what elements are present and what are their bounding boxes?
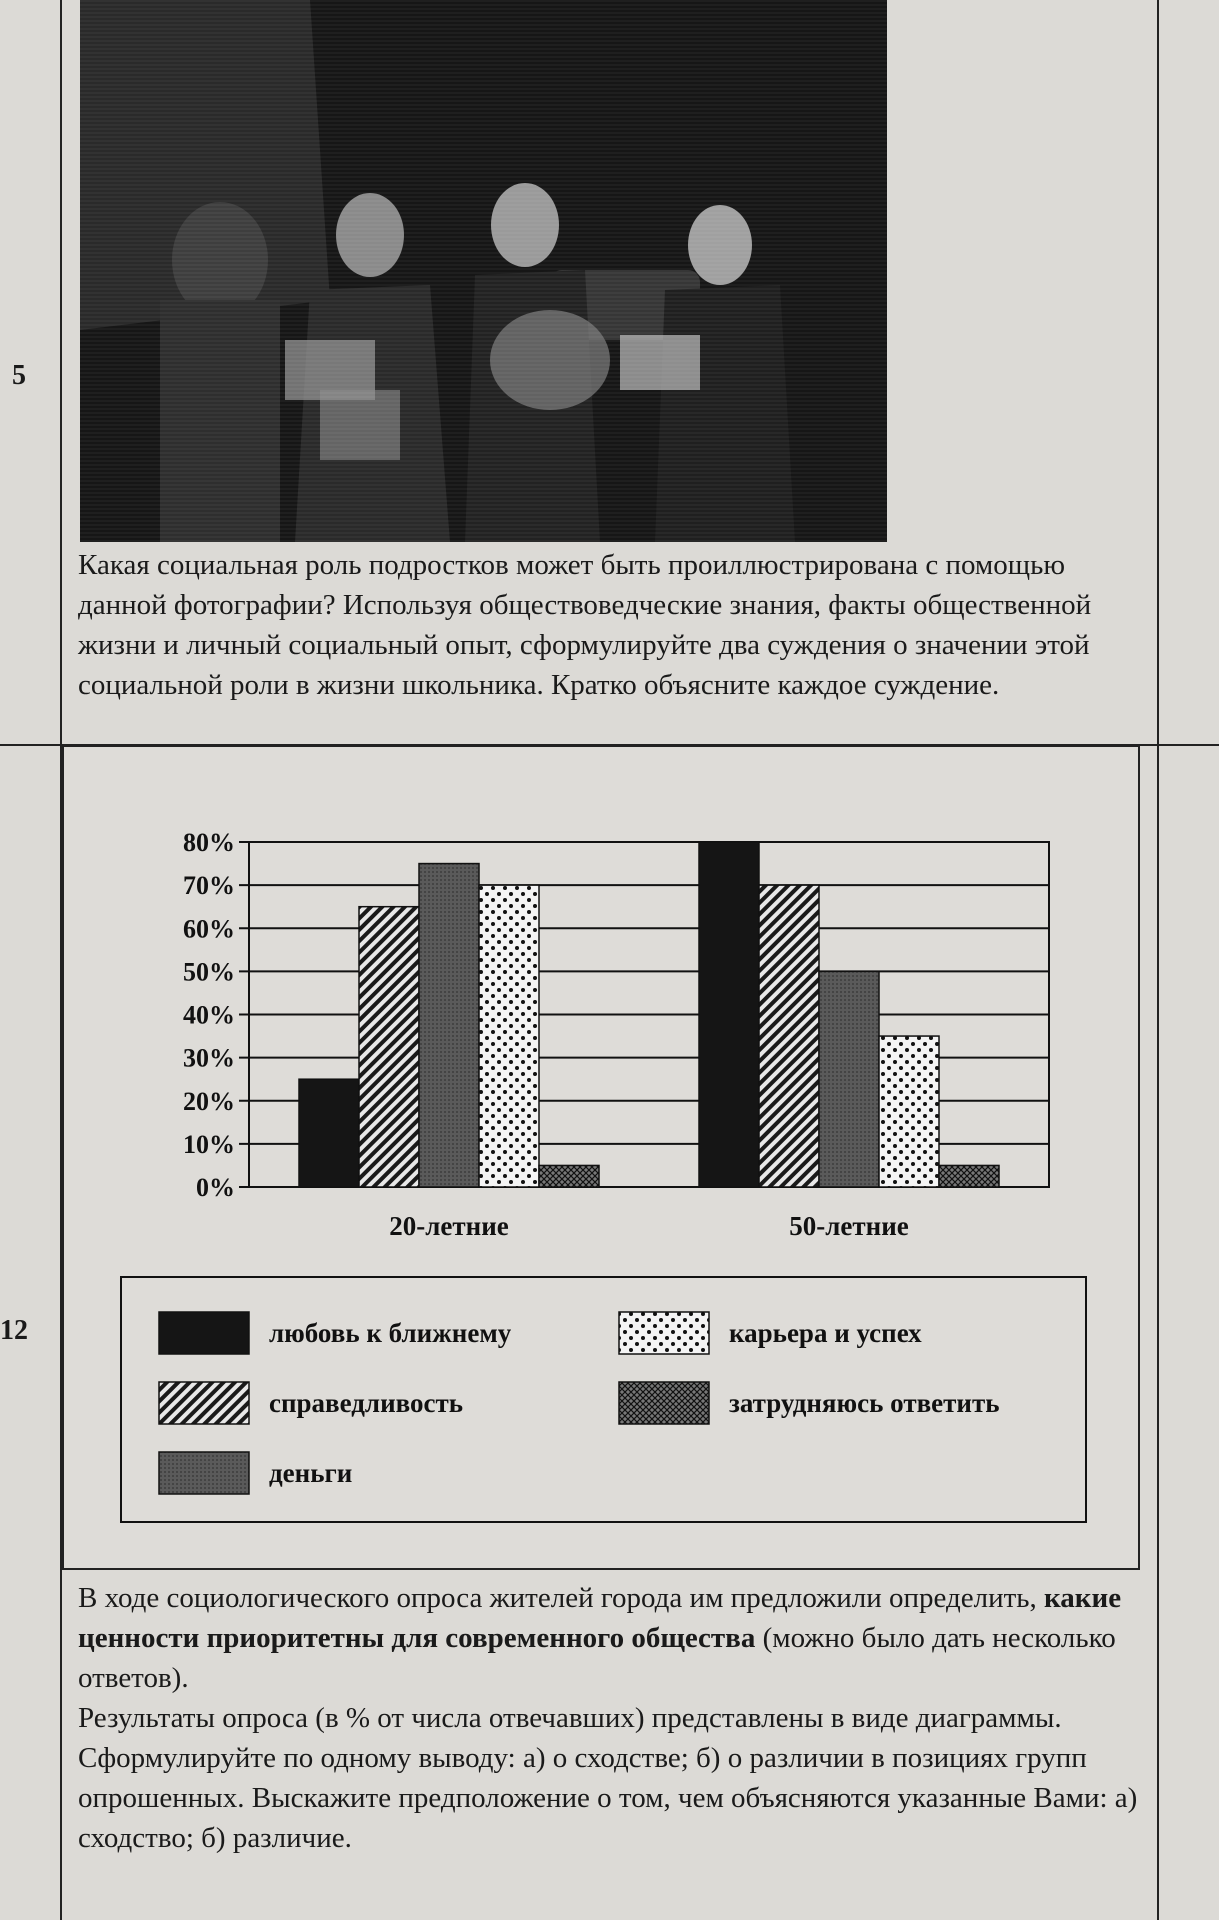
bar <box>419 864 479 1187</box>
y-tick-label: 30% <box>183 1043 235 1073</box>
legend-swatch <box>619 1382 709 1424</box>
y-tick-label: 0% <box>196 1173 235 1202</box>
survey-bar-chart <box>64 747 1138 1568</box>
task-number-12: 12 <box>0 1315 28 1346</box>
bar <box>359 907 419 1187</box>
y-tick-label: 70% <box>183 871 235 901</box>
legend-label: справедливость <box>269 1388 464 1418</box>
task-number-5: 5 <box>12 360 26 391</box>
x-tick-label: 50-летние <box>789 1211 909 1241</box>
bar <box>939 1165 999 1187</box>
y-tick-label: 20% <box>183 1086 235 1116</box>
chart-frame <box>62 745 1140 1570</box>
task-photo <box>80 0 887 542</box>
legend-swatch <box>619 1312 709 1354</box>
task12-p1-start: В ходе социологического опроса жителей города им предложили определить, <box>78 1582 1045 1614</box>
chart-y-axis <box>183 828 249 1202</box>
bar <box>759 885 819 1187</box>
chart-x-axis <box>389 1211 908 1241</box>
bar <box>299 1079 359 1187</box>
bar <box>479 885 539 1187</box>
chart-legend <box>121 1277 1086 1522</box>
task12-p1-end: (можно было дать несколько ответов). <box>78 1622 1116 1694</box>
legend-label: любовь к ближнему <box>269 1318 512 1348</box>
y-tick-label: 40% <box>183 1000 235 1030</box>
task12-paragraph-2: Результаты опроса (в % от числа отвечавших) представлены в виде диаграммы. Сформулируйте по одному выводу: а) о сходстве; б) о различии в позициях групп опрошенных. Выскажите предположение о том, чем объясняются указанные Вами: а) сходство; б) различие. <box>78 1702 1138 1854</box>
x-tick-label: 20-летние <box>389 1211 509 1241</box>
bar <box>819 971 879 1187</box>
legend-swatch <box>159 1452 249 1494</box>
legend-label: деньги <box>269 1458 353 1488</box>
photo-illustration <box>80 0 887 542</box>
task12-paragraph-1 <box>78 1578 1138 1698</box>
legend-swatch <box>159 1382 249 1424</box>
task5-question-text: Какая социальная роль подростков может быть проиллюстрирована с помощью данной фотографии? Используя обществоведческие знания, факты общественной жизни и личный социальный опыт, сформулируйте два суждения о значении этой социальной роли в жизни школьника. Кратко объясните каждое суждение. <box>78 549 1092 701</box>
y-tick-label: 10% <box>183 1129 235 1159</box>
table-border-right <box>1157 0 1159 1920</box>
y-tick-label: 60% <box>183 914 235 944</box>
bar <box>699 842 759 1187</box>
task5-question <box>78 545 1138 705</box>
task12-question <box>78 1578 1138 1858</box>
task12-p1-bold: какие ценности приоритетны для современного общества <box>78 1582 1122 1654</box>
legend-label: карьера и успех <box>729 1318 922 1348</box>
legend-label: затрудняюсь ответить <box>729 1388 1000 1418</box>
y-tick-label: 80% <box>183 828 235 857</box>
bar <box>879 1036 939 1187</box>
bar <box>539 1165 599 1187</box>
y-tick-label: 50% <box>183 957 235 987</box>
legend-swatch <box>159 1312 249 1354</box>
